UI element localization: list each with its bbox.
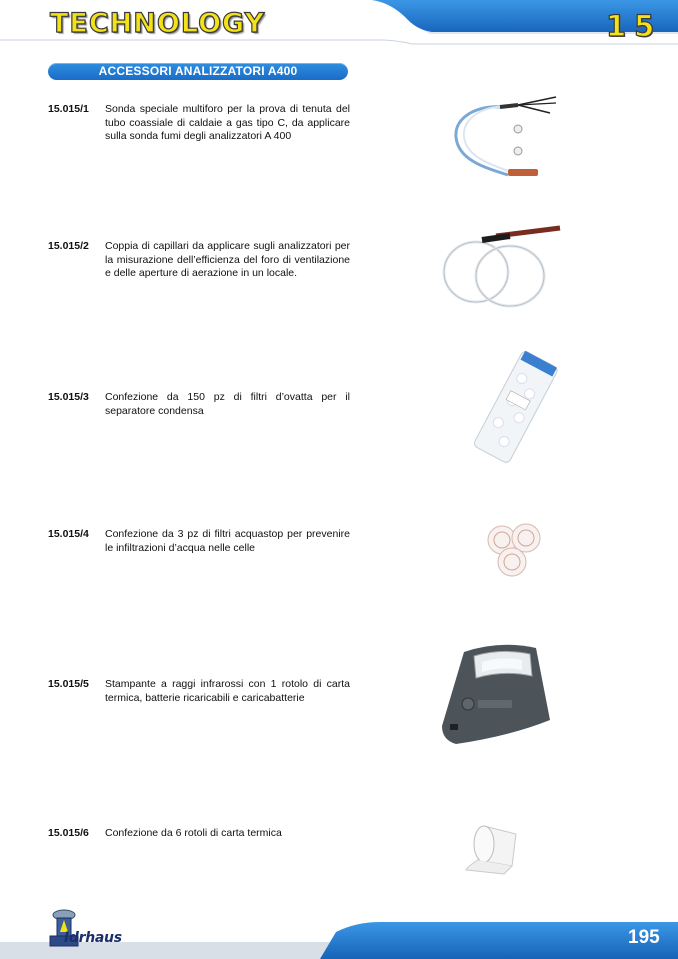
- product-code: 15.015/3: [48, 391, 89, 403]
- cotton-filters-bag-photo: [468, 348, 560, 464]
- product-code: 15.015/1: [48, 103, 89, 115]
- product-code: 15.015/2: [48, 240, 89, 252]
- infrared-printer-photo: [440, 640, 554, 756]
- multi-hole-probe-photo: [438, 95, 560, 193]
- product-code: 15.015/5: [48, 678, 89, 690]
- brand-title: TECHNOLOGY: [50, 8, 266, 39]
- product-code: 15.015/6: [48, 827, 89, 839]
- product-description: Confezione da 150 pz di filtri d’ovatta per il separatore condensa: [105, 391, 350, 417]
- product-description: Confezione da 6 rotoli di carta termica: [105, 827, 282, 839]
- thermal-paper-roll-photo: [464, 820, 524, 876]
- chapter-number: 15: [606, 9, 663, 43]
- capillary-tubes-photo: [438, 222, 563, 312]
- section-title: ACCESSORI ANALIZZATORI A400: [48, 63, 348, 80]
- acquastop-filters-photo: [484, 518, 550, 582]
- logo-text: Idrhaus: [64, 930, 122, 946]
- product-description: Stampante a raggi infrarossi con 1 rotolo di carta termica, batterie ricaricabili e caricabatterie: [105, 678, 350, 704]
- product-code: 15.015/4: [48, 528, 89, 540]
- product-description: Coppia di capillari da applicare sugli analizzatori per la misurazione dell’efficienza del foro di ventilazione e delle aperture di aerazione in un locale.: [105, 240, 350, 279]
- page-number: 195: [628, 927, 660, 948]
- product-description: Sonda speciale multiforo per la prova di tenuta del tubo coassiale di caldaie a gas tipo C, da applicare sulla sonda fumi degli analizzatori A 400: [105, 103, 350, 142]
- product-description: Confezione da 3 pz di filtri acquastop per prevenire le infiltrazioni d’acqua nelle celle: [105, 528, 350, 554]
